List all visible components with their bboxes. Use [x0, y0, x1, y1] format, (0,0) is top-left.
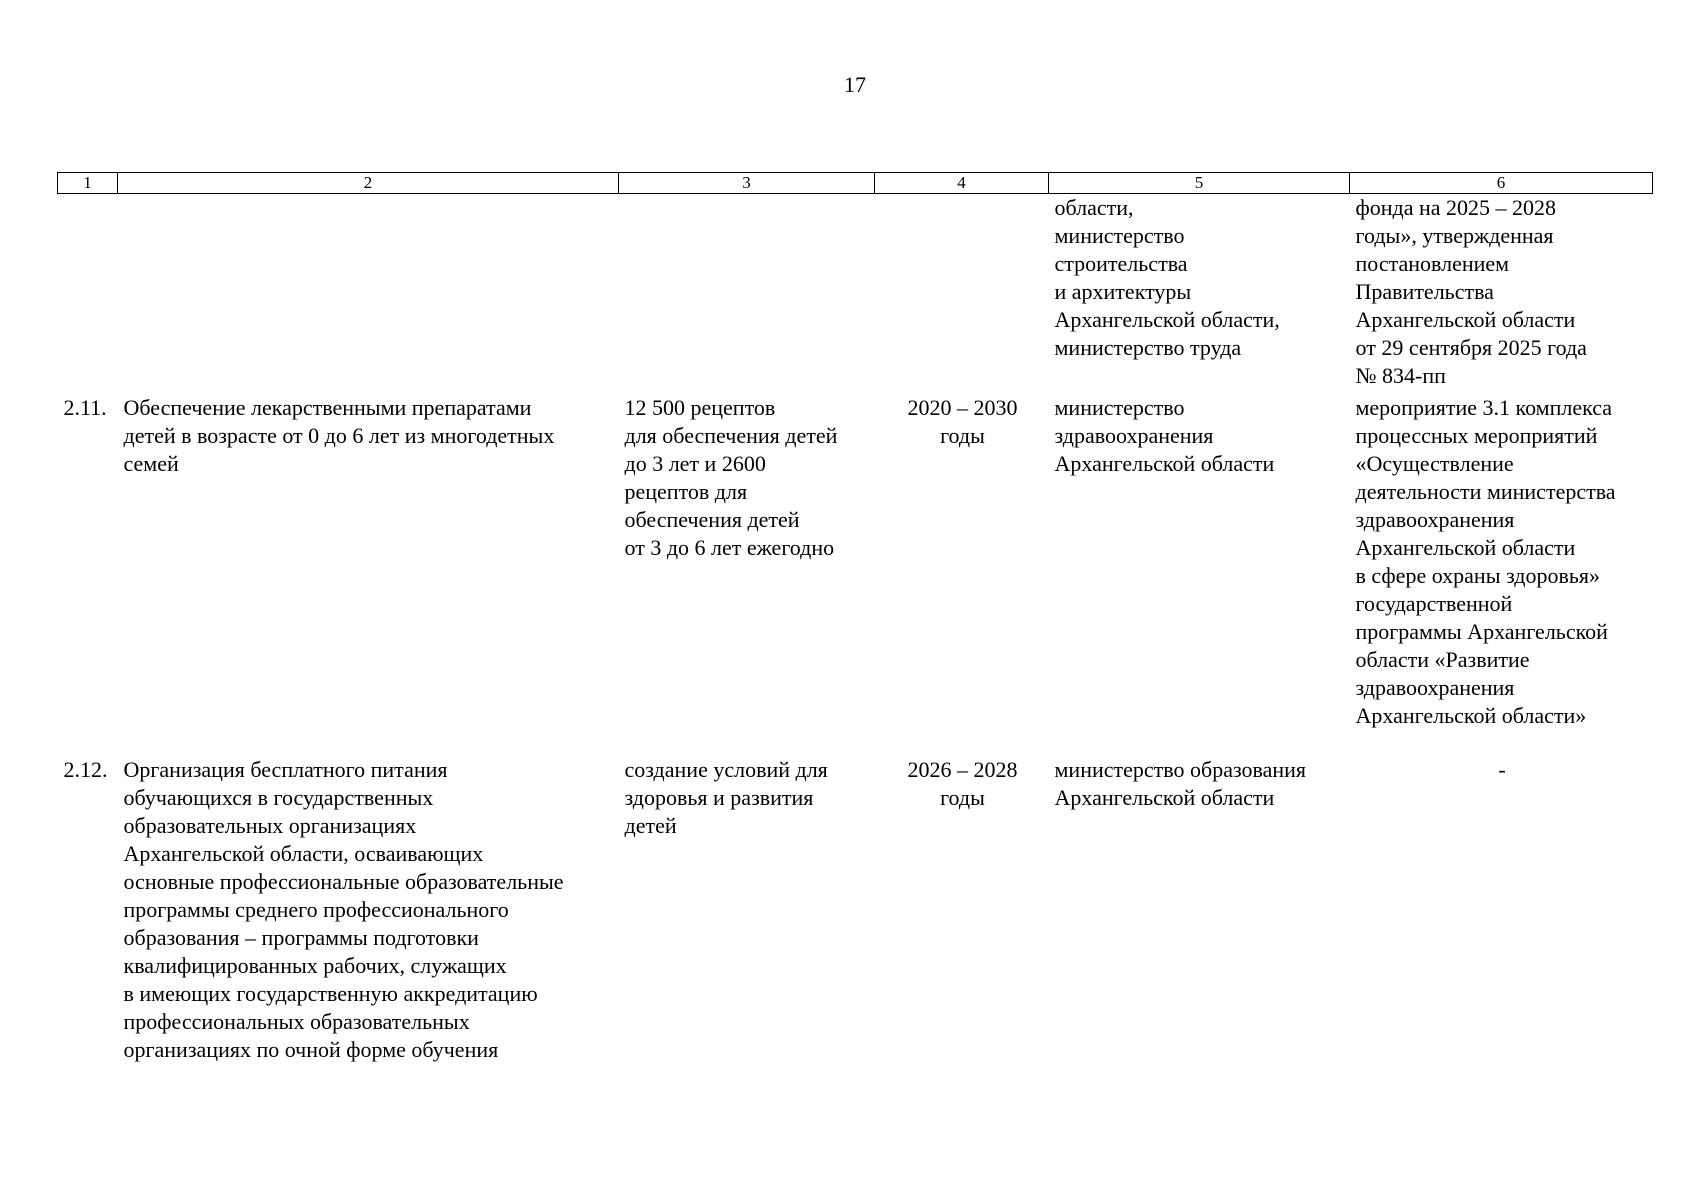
text-line: № 834-пп [1355, 363, 1446, 388]
table-row-2-11 [58, 394, 1653, 756]
text-line: профессиональных образовательных [123, 1009, 470, 1034]
text-line: в сфере охраны здоровья» [1355, 563, 1601, 588]
cell-measure [118, 756, 619, 1076]
text-line: образовательных организациях [123, 813, 417, 838]
text-line: программы среднего профессионального [123, 897, 509, 922]
cell-period [875, 194, 1049, 395]
text-line: Архангельской области» [1355, 703, 1587, 728]
text-line: Архангельской области, осваивающих [123, 841, 484, 866]
text-line: Обеспечение лекарственными препаратами [123, 395, 532, 420]
text-line: области, [1054, 195, 1134, 220]
table-header-row [58, 173, 1653, 194]
column-header-5: 5 [1049, 173, 1350, 194]
cell-result [619, 394, 875, 756]
text-line: рецептов для [624, 479, 748, 504]
page-number: 17 [844, 72, 866, 97]
text-line: Архангельской области [1054, 785, 1275, 810]
cell-source [1350, 756, 1653, 1076]
text-line: министерство [1054, 395, 1185, 420]
table-row-2-12 [58, 756, 1653, 1076]
text-line: Архангельской области [1355, 535, 1576, 560]
column-header-2: 2 [118, 173, 619, 194]
text-line: Архангельской области [1054, 451, 1275, 476]
text-line: до 3 лет и 2600 [624, 451, 766, 476]
text-line: образования – программы подготовки [123, 925, 479, 950]
text-line: министерство образования [1054, 757, 1307, 782]
text-line: Организация бесплатного питания [123, 757, 448, 782]
text-line: министерство [1054, 223, 1185, 248]
cell-source [1350, 194, 1653, 395]
cell-source [1350, 394, 1653, 756]
text-line: организациях по очной форме обучения [123, 1037, 499, 1062]
cell-measure [118, 194, 619, 395]
cell-period [875, 756, 1049, 1076]
text-line: 2020 – 2030 [907, 395, 1018, 420]
text-line: программы Архангельской [1355, 619, 1608, 644]
text-line: квалифицированных рабочих, служащих [123, 953, 507, 978]
text-line: от 29 сентября 2025 года [1355, 335, 1587, 360]
column-header-4: 4 [875, 173, 1049, 194]
cell-measure [118, 394, 619, 756]
text-line: государственной [1355, 591, 1513, 616]
table-row-continuation [58, 194, 1653, 395]
text-line: детей в возрасте от 0 до 6 лет из многодетных [123, 423, 555, 448]
text-line: детей [624, 813, 677, 838]
text-line: 2026 – 2028 [907, 757, 1018, 782]
cell-num: 2.11. [63, 395, 107, 420]
text-line: для обеспечения детей [624, 423, 838, 448]
text-line: министерство труда [1054, 335, 1242, 360]
text-line: обеспечения детей [624, 507, 800, 532]
text-line: постановлением [1355, 251, 1510, 276]
text-line: мероприятие 3.1 комплекса [1355, 395, 1613, 420]
text-line: от 3 до 6 лет ежегодно [624, 535, 835, 560]
cell-result [619, 194, 875, 395]
text-line: годы», утвержденная [1355, 223, 1554, 248]
column-header-6: 6 [1350, 173, 1653, 194]
text-line: строительства [1054, 251, 1188, 276]
text-line: здравоохранения [1054, 423, 1214, 448]
cell-responsible [1049, 394, 1350, 756]
cell-period [875, 394, 1049, 756]
text-line: области «Развитие [1355, 647, 1530, 672]
text-line: 12 500 рецептов [624, 395, 776, 420]
cell-responsible [1049, 194, 1350, 395]
column-header-1: 1 [58, 173, 118, 194]
measures-table [57, 172, 1653, 1076]
text-line: в имеющих государственную аккредитацию [123, 981, 538, 1006]
text-line: основные профессиональные образовательные [123, 869, 564, 894]
text-line: Архангельской области, [1054, 307, 1280, 332]
text-line: здравоохранения [1355, 507, 1515, 532]
text-line: создание условий для [624, 757, 828, 782]
cell-responsible [1049, 756, 1350, 1076]
text-line: семей [123, 451, 179, 476]
text-line: процессных мероприятий [1355, 423, 1598, 448]
text-line: Архангельской области [1355, 307, 1576, 332]
text-line: здравоохранения [1355, 675, 1515, 700]
cell-result [619, 756, 875, 1076]
text-line: годы [940, 785, 985, 810]
text-line: здоровья и развития [624, 785, 814, 810]
text-line: и архитектуры [1054, 279, 1192, 304]
cell-num [58, 194, 118, 395]
text-line: - [1498, 757, 1506, 782]
text-line: Правительства [1355, 279, 1494, 304]
text-line: обучающихся в государственных [123, 785, 434, 810]
text-line: фонда на 2025 – 2028 [1355, 195, 1557, 220]
cell-num: 2.12. [63, 757, 108, 782]
column-header-3: 3 [619, 173, 875, 194]
text-line: «Осуществление [1355, 451, 1514, 476]
text-line: деятельности министерства [1355, 479, 1616, 504]
text-line: годы [940, 423, 985, 448]
